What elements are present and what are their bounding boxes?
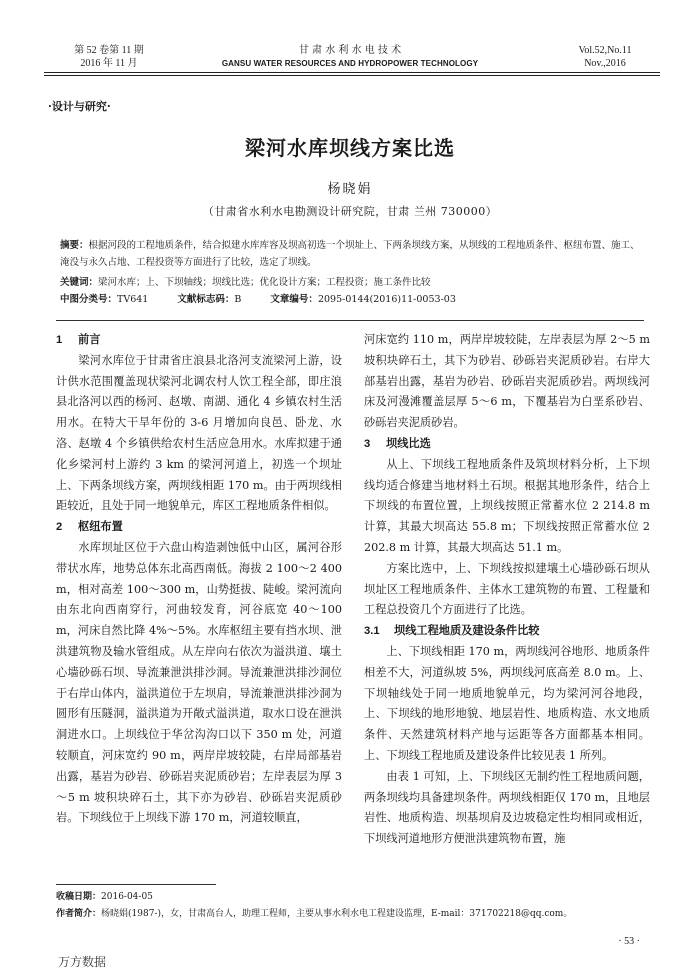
paragraph: 上、下坝线相距 170 m，两坝线河谷地形、地质条件相差不大，河道纵坡 5%，两坝线河底高差 8.0 m。上、下坝轴线处于同一地质地貌单元，均为梁河河谷地段，上、下坝线的地形地貌、地层岩性、地质构造、水文地质条件、天然建筑材料产地与运距等各方面都基本相同。上、下坝线工程地质及建设条件比较见表 1 所列。 bbox=[364, 644, 650, 762]
clc-label: 中图分类号： bbox=[60, 294, 118, 305]
keywords-text: 梁河水库；上、下坝轴线；坝线比选；优化设计方案；工程投资；施工条件比较 bbox=[98, 277, 431, 288]
header-rule-thick bbox=[44, 72, 660, 73]
footnote bbox=[56, 888, 656, 922]
journal-name-cn: 甘 肃 水 利 水 电 技 术 bbox=[298, 45, 402, 56]
heading-introduction: 1 前言 bbox=[56, 334, 101, 346]
footnote-rule bbox=[56, 884, 216, 885]
heading-dam-line-comparison: 3 坝线比选 bbox=[364, 437, 431, 450]
section-label: ·设计与研究· bbox=[48, 100, 111, 113]
heading-layout: 2 枢纽布置 bbox=[56, 521, 123, 534]
abstract bbox=[60, 237, 640, 271]
volume-issue-en: Vol.52,No.11 bbox=[578, 45, 632, 56]
article-number-label: 文章编号： bbox=[270, 294, 318, 305]
heading-geology-comparison: 3.1 坝线工程地质及建设条件比较 bbox=[364, 625, 540, 638]
publication-date: 2016 年 11 月 bbox=[80, 58, 138, 69]
author-affiliation: （甘肃省水利水电勘测设计研究院，甘肃 兰州 730000） bbox=[202, 205, 498, 218]
doc-code-label: 文献标志码： bbox=[177, 294, 235, 305]
header-rule-thin bbox=[44, 75, 660, 76]
abstract-separator bbox=[56, 320, 644, 321]
abstract-label: 摘要： bbox=[60, 240, 89, 251]
journal-volume-info-en bbox=[550, 44, 660, 70]
page-number: · 53 · bbox=[618, 936, 640, 947]
author-bio: 作者简介：杨晓娟(1987-)，女，甘肃高台人，助理工程师，主要从事水利水电工程建设监理，E-mail：371702218@qq.com。 bbox=[56, 908, 573, 919]
author-name: 杨晓娟 bbox=[327, 182, 373, 197]
keywords-label: 关键词： bbox=[60, 277, 99, 288]
paragraph: 由表 1 可知，上、下坝线区无制约性工程地质问题，两条坝线均具备建坝条件。两坝线相距仅 170 m，且地层岩性、地质构造、坝基坝肩及边坡稳定性均相同或相近，下坝线河道地形方便泄洪建筑物布置，施 bbox=[364, 769, 650, 846]
received-date: 收稿日期：2016-04-05 bbox=[56, 891, 153, 902]
article-number-value: 2095-0144(2016)11-0053-03 bbox=[317, 294, 456, 305]
watermark: 万方数据 bbox=[58, 955, 107, 969]
paper-title: 梁河水库坝线方案比选 bbox=[245, 136, 455, 160]
body-column-left bbox=[56, 330, 342, 829]
clc-value: TV641 bbox=[117, 294, 149, 305]
volume-issue: 第 52 卷第 11 期 bbox=[74, 45, 144, 56]
keywords bbox=[60, 274, 640, 291]
body-column-right bbox=[364, 330, 650, 850]
journal-name bbox=[200, 44, 500, 70]
paragraph: 梁河水库位于甘肃省庄浪县北洛河支流梁河上游，设计供水范围覆盖现状梁河北调农村人饮工程全部，即庄浪县北洛河以西的杨河、赵墩、南湖、通化 4 乡镇农村生活用水。在特大干旱年份的 3-6 月增加向良邑、卧龙、水洛、赵墩 4 个乡镇供给农村生活应急用水。水库拟建于通化乡梁河村上游约 3 km 的梁河河道上，初选一个坝址上、下两条坝线方案，两坝线相距 170 m。由于两坝线相距较近，且处于同一地貌单元，库区工程地质条件相似。 bbox=[56, 353, 342, 513]
paragraph: 从上、下坝线工程地质条件及筑坝材料分析，上下坝线均适合修建当地材料土石坝。根据其地形条件，结合上下坝线的布置位置，上坝线按照正常蓄水位 2 214.8 m 计算，其最大坝高达 55.8 m；下坝线按照正常蓄水位 2 202.8 m 计算，其最大坝高达 51.1 m。 bbox=[364, 457, 650, 554]
journal-name-en: GANSU WATER RESOURCES AND HYDROPOWER TECHNOLOGY bbox=[221, 59, 479, 68]
journal-volume-info bbox=[44, 44, 174, 70]
publication-date-en: Nov.,2016 bbox=[584, 58, 626, 69]
paragraph: 河床宽约 110 m，两岸岸坡较陡，左岸表层为厚 2～5 m 坡积块碎石土，其下为砂岩、砂砾岩夹泥质砂岩。右岸大部基岩出露，基岩为砂岩、砂砾岩夹泥质砂岩。两坝线河床及河漫滩覆盖层厚 5～6 m，下覆基岩为白垩系砂岩、砂砾岩夹泥质砂岩。 bbox=[364, 333, 650, 430]
paragraph: 方案比选中，上、下坝线按拟建壤土心墙砂砾石坝从坝址区工程地质条件、主体水工建筑物的布置、工程量和工程总投资几个方面进行了比选。 bbox=[364, 561, 650, 617]
paragraph: 水库坝址区位于六盘山构造剥蚀低中山区，属河谷形带状水库，地势总体东北高西南低。海拔 2 100～2 400 m，相对高差 100～300 m，山势挺拔、陡峻。梁河流向由东北向西南穿行，河曲较发育，河谷底宽 40～100 m，河床自然比降 4%～5%。水库枢纽主要有挡水坝、泄洪建筑物及输水管组成。从左岸向右依次为溢洪道、壤土心墙砂砾石坝、导流兼泄洪排沙洞。导流兼泄洪排沙洞位于右岸山体内，溢洪道位于左坝肩，导流兼泄洪排沙洞为圆形有压隧洞，溢洪道为开敞式溢洪道，取水口设在泄洪洞进水口。上坝线位于华岔沟沟口以下 350 m 处，河道较顺直，河床宽约 90 m，两岸岸坡较陡，右岸局部基岩出露，基岩为砂岩、砂砾岩夹泥质砂岩；左岸表层为厚 3～5 m 坡积块碎石土，其下亦为砂岩、砂砾岩夹泥质砂岩。下坝线位于上坝线下游 170 m，河道较顺直， bbox=[56, 540, 342, 825]
abstract-text: 根据河段的工程地质条件，结合拟建水库库容及坝高初选一个坝址上、下两条坝线方案，从坝线的工程地质条件、枢纽布置、施工、淹没与永久占地、工程投资等方面进行了比较，选定了坝线。 bbox=[60, 240, 640, 268]
classification-info bbox=[60, 291, 640, 308]
doc-code-value: B bbox=[234, 294, 242, 305]
